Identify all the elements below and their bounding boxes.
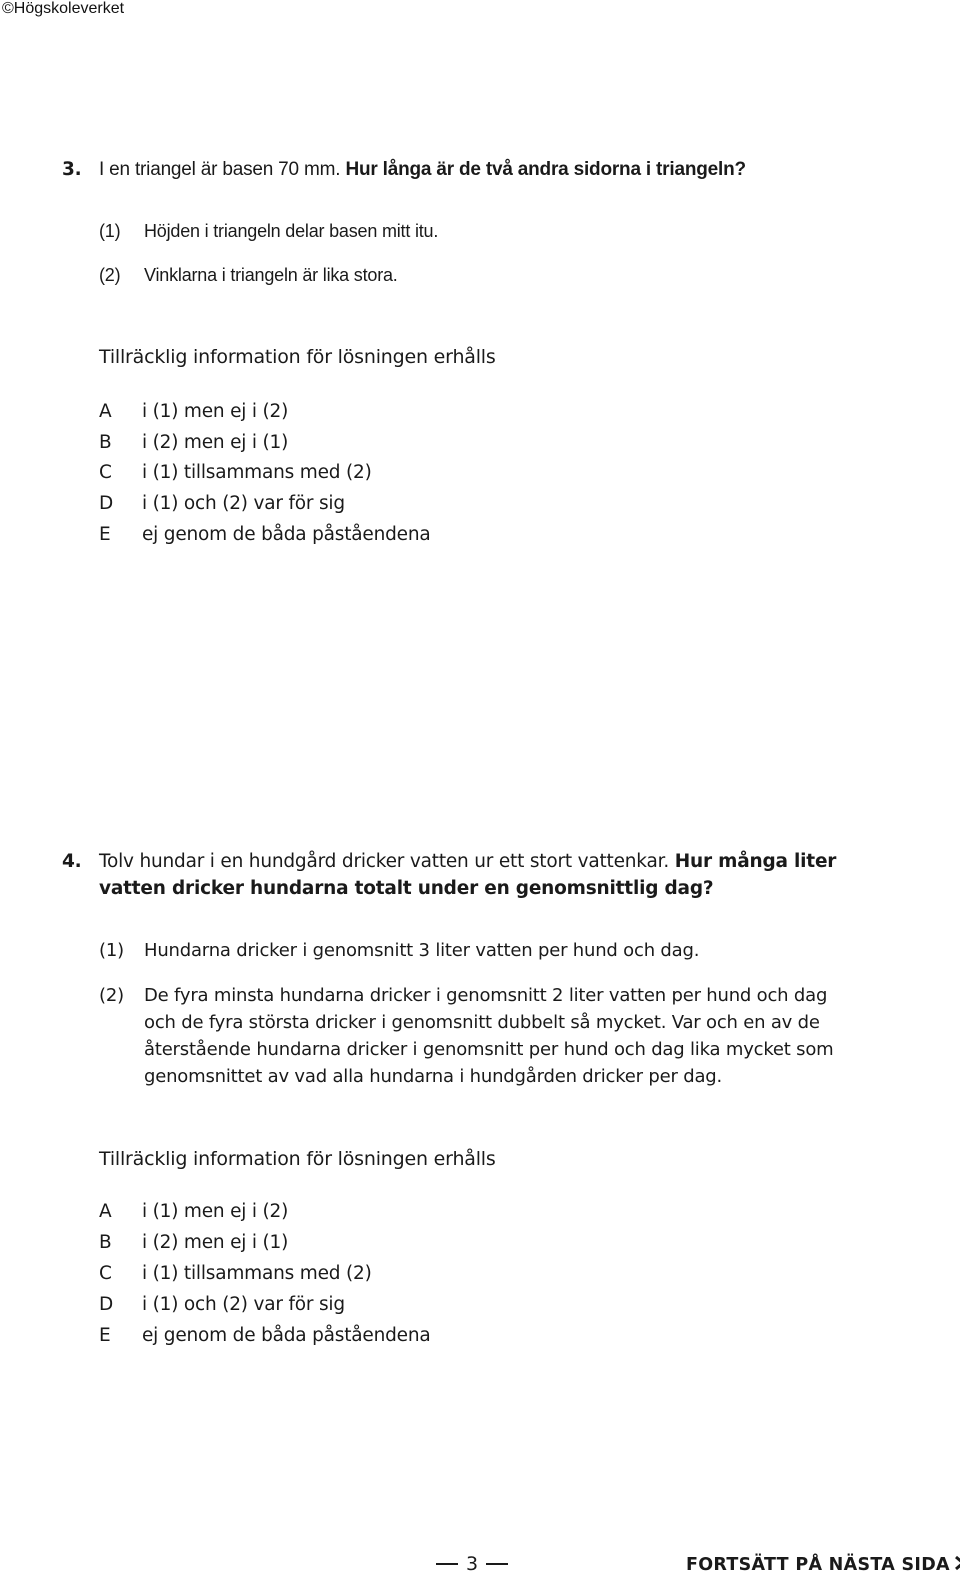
option-text: i (1) men ej i (2) (142, 401, 289, 422)
question-text-part2: vatten dricker hundarna totalt under en genomsnittlig dag? (99, 878, 714, 899)
question-text-part1: Hur många liter (674, 851, 837, 872)
statement-1-text: Hundarna dricker i genomsnitt 3 liter vatten per hund och dag. (144, 940, 700, 961)
statement-1-label: (1) (99, 221, 121, 241)
option-letter: C (99, 1263, 112, 1284)
double-chevron-right-icon (954, 1555, 960, 1575)
statement-2-line3: återstående hundarna dricker i genomsnitt per hund och dag lika mycket som (144, 1039, 834, 1060)
statement-2-text: Vinklarna i triangeln är lika stora. (144, 265, 398, 285)
sufficiency-prompt: Tillräcklig information för lösningen erhålls (99, 346, 496, 368)
question-intro: I en triangel är basen 70 mm. (99, 159, 341, 180)
option-letter: E (99, 524, 111, 545)
question-intro: Tolv hundar i en hundgård dricker vatten ur ett stort vattenkar. (99, 851, 670, 872)
option-text: ej genom de båda påståendena (142, 1325, 431, 1346)
option-letter: B (99, 1232, 112, 1253)
continue-indicator (686, 1555, 960, 1575)
option-text: i (2) men ej i (1) (142, 1232, 289, 1253)
option-letter: B (99, 432, 112, 453)
option-text: i (2) men ej i (1) (142, 432, 289, 453)
continue-text: FORTSÄTT PÅ NÄSTA SIDA (686, 1555, 950, 1575)
statement-2-line1: De fyra minsta hundarna dricker i genomsnitt 2 liter vatten per hund och dag (144, 985, 828, 1006)
option-text: i (1) och (2) var för sig (142, 493, 345, 514)
statement-1-text: Höjden i triangeln delar basen mitt itu. (144, 221, 439, 241)
question-number: 4. (62, 851, 82, 872)
question-3 (62, 159, 82, 180)
question-number: 3. (62, 159, 82, 180)
option-text: ej genom de båda påståendena (142, 524, 431, 545)
option-letter: A (99, 1201, 112, 1222)
statement-2-label: (2) (99, 265, 121, 285)
question-4 (62, 851, 82, 872)
page-number-text: 3 (466, 1553, 479, 1575)
sufficiency-prompt: Tillräcklig information för lösningen erhålls (99, 1148, 496, 1170)
statement-2-line2: och de fyra största dricker i genomsnitt dubbelt så mycket. Var och en av de (144, 1012, 820, 1033)
option-text: i (1) tillsammans med (2) (142, 1263, 372, 1284)
option-letter: D (99, 493, 114, 514)
option-letter: D (99, 1294, 114, 1315)
option-letter: E (99, 1325, 111, 1346)
question-text: Hur långa är de två andra sidorna i triangeln? (345, 159, 746, 180)
option-letter: A (99, 401, 112, 422)
dash-right (486, 1563, 508, 1565)
question-4-stem-line1 (99, 851, 836, 872)
question-3-stem (99, 159, 746, 181)
page-number-group (436, 1553, 508, 1575)
copyright-notice: ©Högskoleverket (2, 0, 125, 17)
option-text: i (1) och (2) var för sig (142, 1294, 345, 1315)
statement-2-label: (2) (99, 985, 124, 1006)
dash-left (436, 1563, 458, 1565)
statement-2-line4: genomsnittet av vad alla hundarna i hundgården dricker per dag. (144, 1066, 723, 1087)
option-text: i (1) tillsammans med (2) (142, 462, 372, 483)
statement-1-label: (1) (99, 940, 124, 961)
option-text: i (1) men ej i (2) (142, 1201, 289, 1222)
option-letter: C (99, 462, 112, 483)
